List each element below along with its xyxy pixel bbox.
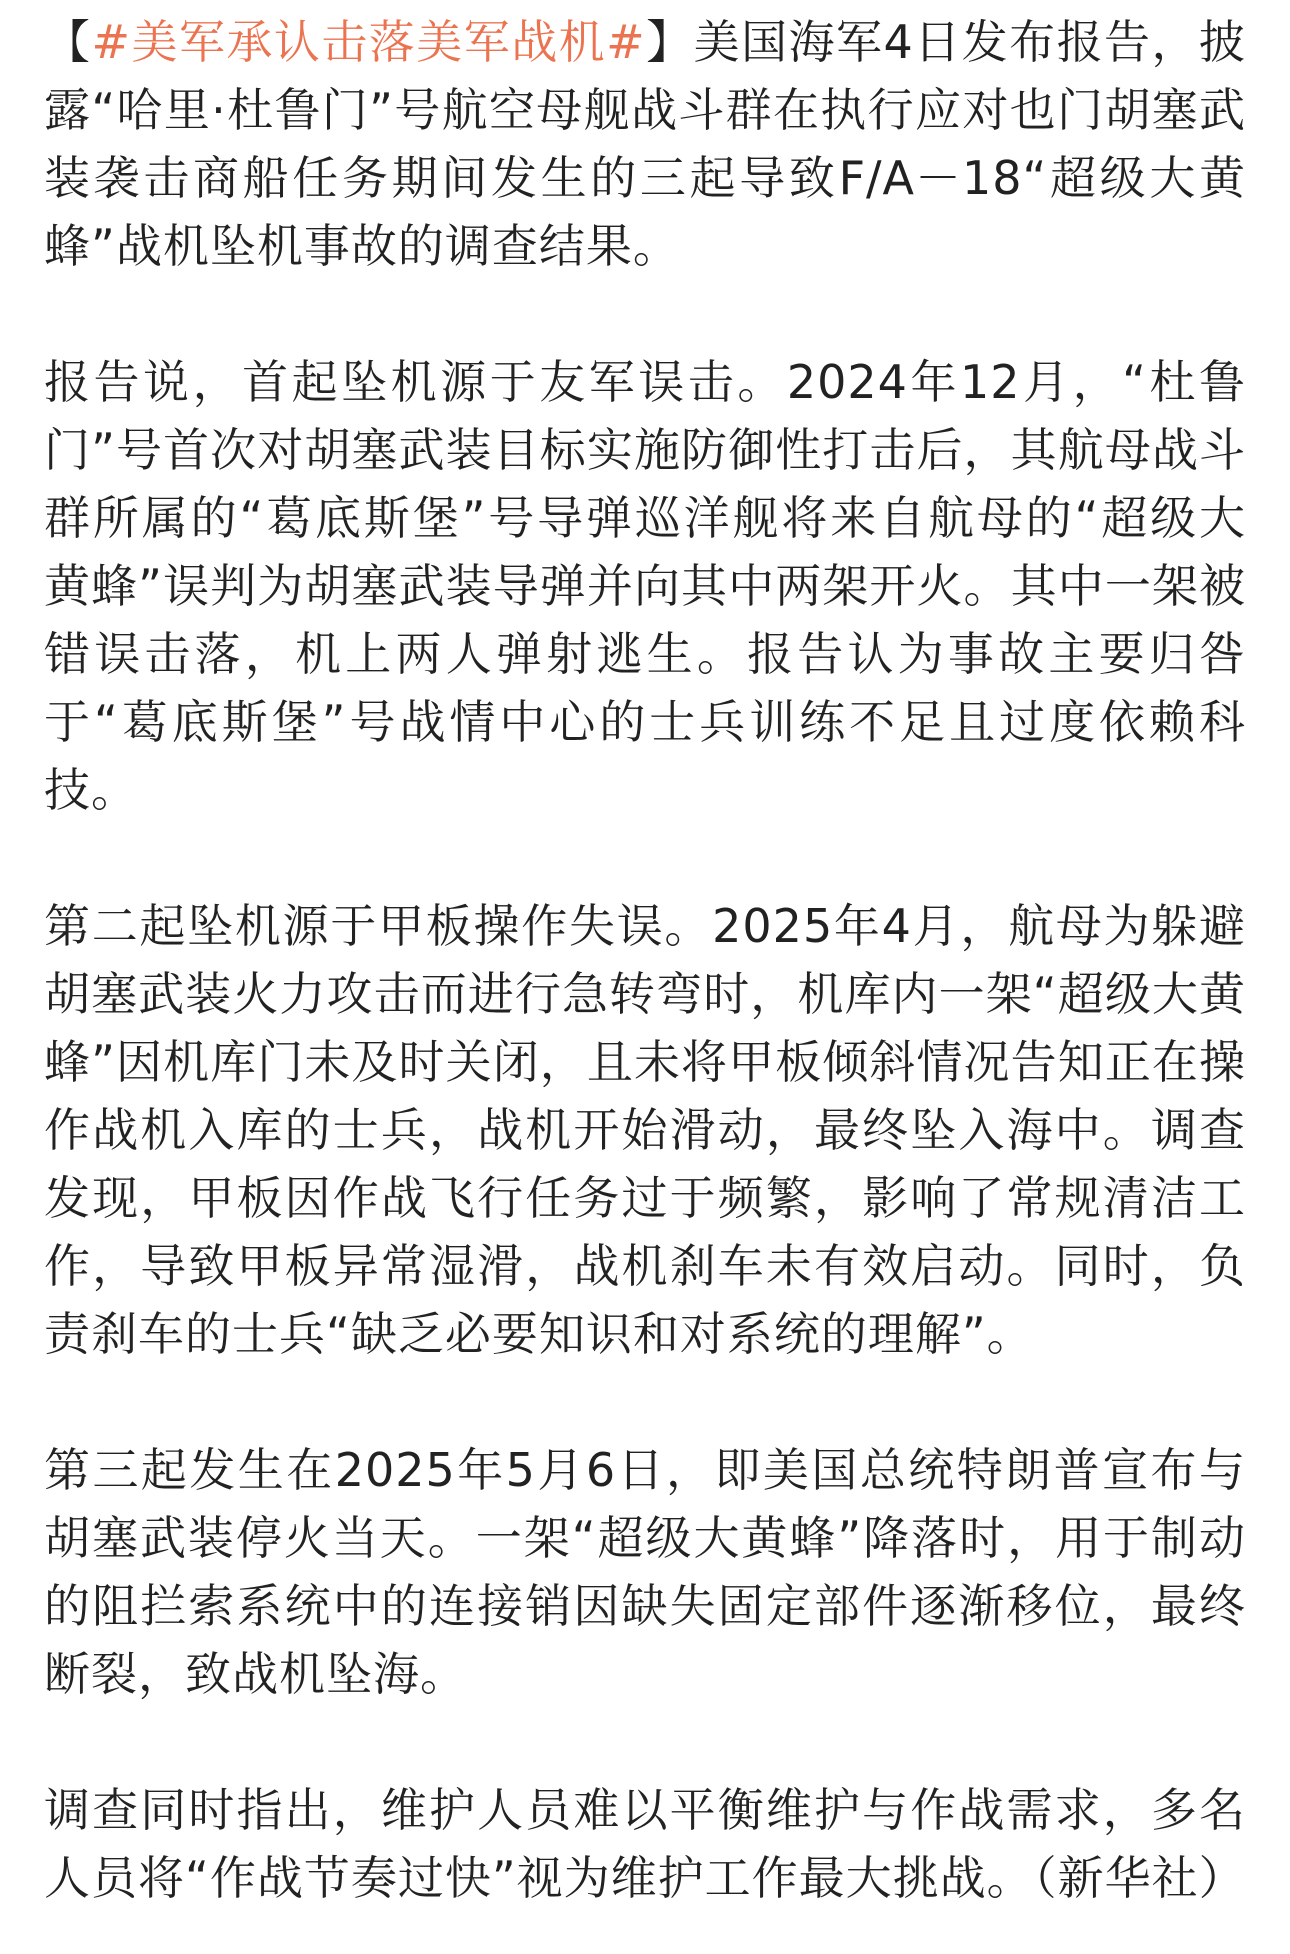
paragraph-3: 第二起坠机源于甲板操作失误。2025年4月，航母为躲避胡塞武装火力攻击而进行急转弯时，机库内一架“超级大黄蜂”因机库门未及时关闭，且未将甲板倾斜情况告知正在操作战机入库的士兵，战机开始滑动，最终坠入海中。调查发现，甲板因作战飞行任务过于频繁，影响了常规清洁工作，导致甲板异常湿滑，战机刹车未有效启动。同时，负责刹车的士兵“缺乏必要知识和对系统的理解”。 xyxy=(44,899,1246,1361)
paragraph-2: 报告说，首起坠机源于友军误击。2024年12月，“杜鲁门”号首次对胡塞武装目标实施防御性打击后，其航母战斗群所属的“葛底斯堡”号导弹巡洋舰将来自航母的“超级大黄蜂”误判为胡塞武装导弹并向其中两架开火。其中一架被错误击落，机上两人弹射逃生。报告认为事故主要归咎于“葛底斯堡”号战情中心的士兵训练不足且过度依赖科技。 xyxy=(44,355,1246,817)
paragraph-1 xyxy=(44,8,1246,280)
paragraph-4: 第三起发生在2025年5月6日，即美国总统特朗普宣布与胡塞武装停火当天。一架“超级大黄蜂”降落时，用于制动的阻拦索系统中的连接销因缺失固定部件逐渐移位，最终断裂，致战机坠海。 xyxy=(44,1443,1246,1701)
hashtag-link[interactable]: #美军承认击落美军战机# xyxy=(91,15,646,69)
paragraph-1-text: 美国海军4日发布报告，披露“哈里·杜鲁门”号航空母舰战斗群在执行应对也门胡塞武装袭击商船任务期间发生的三起导致F/A－18“超级大黄蜂”战机坠机事故的调查结果。 xyxy=(44,15,1246,273)
paragraph-5: 调查同时指出，维护人员难以平衡维护与作战需求，多名人员将“作战节奏过快”视为维护工作最大挑战。（新华社） xyxy=(44,1783,1246,1905)
bracket-open: 【 xyxy=(44,15,92,69)
bracket-close: 】 xyxy=(645,15,694,69)
